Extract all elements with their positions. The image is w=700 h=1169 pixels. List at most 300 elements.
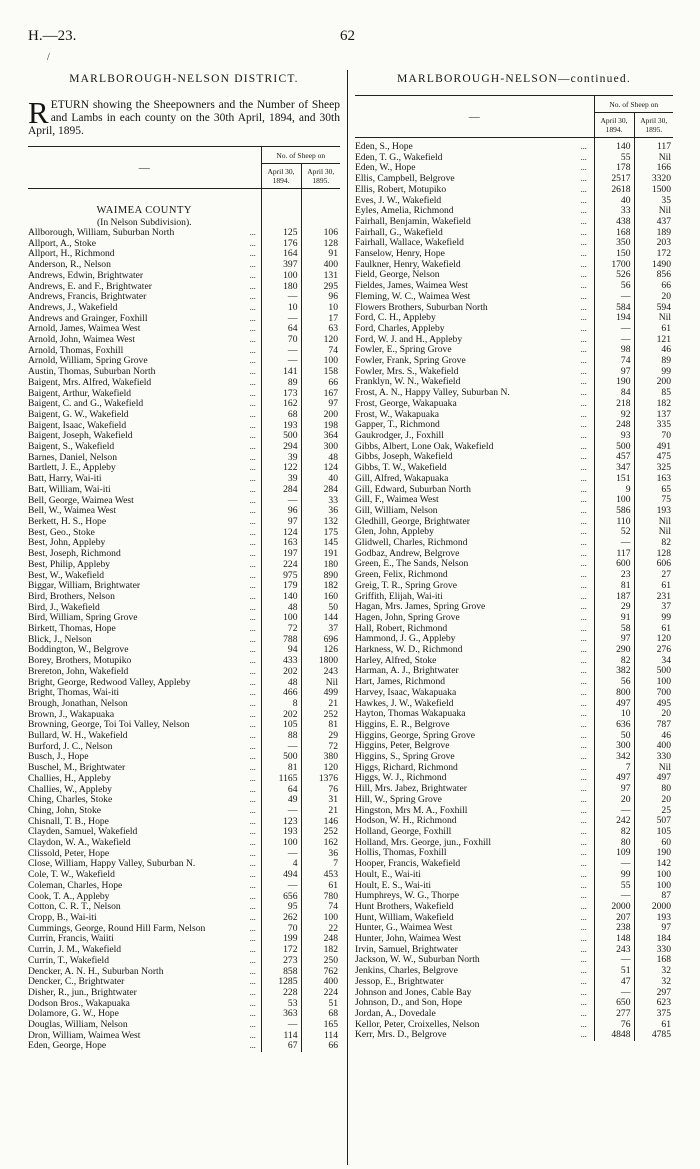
table-row [28,1009,340,1020]
owner-name: Close, William, Happy Valley, Suburban N. [28,859,196,870]
sheep-count-1894: 238 [594,923,634,934]
leader-dots: ... [249,859,256,869]
sheep-count-1895: 144 [301,613,340,624]
owner-name: Hagan, Mrs. James, Spring Grove [355,602,486,613]
leader-dots: ... [580,484,587,494]
sheep-count-1894: 23 [594,570,634,581]
sheep-count-1895: 106 [301,228,340,239]
table-row [28,292,340,303]
leader-dots: ... [249,335,256,345]
sheep-count-1894: 100 [261,613,301,624]
sheep-count-1895: 500 [634,666,673,677]
leader-dots: ... [249,966,256,976]
owner-name: Dencker, C., Brightwater [28,977,125,988]
leader-dots: ... [580,323,587,333]
owner-name: Irvin, Samuel, Brightwater [355,944,458,955]
date-header-1895: April 30, 1895. [634,113,673,138]
owner-name: Fanselow, Henry, Hope [355,249,445,260]
leader-dots: ... [249,709,256,719]
owner-name: Godbaz, Andrew, Belgrove [355,548,460,559]
leader-dots: ... [249,1009,256,1019]
district-title-continued: MARLBOROUGH-NELSON—continued. [397,73,631,85]
sheep-count-1894: 114 [261,1031,301,1042]
leader-dots: ... [249,934,256,944]
owner-name: Cropp, B., Wai-iti [28,913,97,923]
sheep-count-1894: 290 [594,645,634,656]
leader-dots: ... [580,687,587,697]
sheep-count-1895: 300 [301,442,340,453]
leader-dots: ... [580,398,587,408]
table-row [28,624,340,635]
owner-name: Gill, Alfred, Wakapuaka [355,473,449,484]
owner-name: Higgins, Peter, Belgrove [355,741,450,752]
owner-name: Field, George, Nelson [355,270,440,281]
table-row [28,817,340,828]
leader-dots: ... [580,270,587,280]
owner-name: Cook, T. A., Appleby [28,891,110,902]
owner-name: Gapper, T., Richmond [355,420,440,431]
owner-name: Faulkner, Henry, Wakefield [355,259,461,270]
sheep-count-1894: 48 [261,678,301,689]
sheep-count-1894: 262 [261,913,301,924]
owner-name: Eden, S., Hope [355,142,413,152]
sheep-count-1895: 7 [301,859,340,870]
sheep-count-1894: 2618 [594,185,634,196]
leader-dots: ... [249,549,256,559]
table-row [355,784,673,795]
sheep-count-1895: Nil [634,527,673,538]
leader-dots: ... [249,388,256,398]
sheep-count-1895: 61 [634,581,673,592]
leader-dots: ... [580,227,587,237]
owner-name: Bartlett, J. E., Appleby [28,463,116,474]
sheep-count-1894: 110 [594,517,634,528]
sheep-count-1894: 1285 [261,977,301,988]
sheep-count-1894: 1165 [261,774,301,785]
sheep-count-1894: 55 [594,881,634,892]
sheep-count-1894: 8 [261,699,301,710]
table-row [355,485,673,496]
date-header-1894: April 30, 1894. [594,113,634,138]
leader-dots: ... [580,912,587,922]
owner-name: Cole, T. W., Wakefield [28,870,115,881]
sheep-count-1895: 182 [634,399,673,410]
owner-name: Clayden, Samuel, Wakefield [28,827,138,838]
sheep-count-1895: 65 [634,485,673,496]
leader-dots: ... [580,816,587,826]
sheep-count-1895: 160 [301,592,340,603]
sheep-count-1894: 95 [261,902,301,913]
leader-dots: ... [249,1041,256,1051]
sheep-count-1895: 231 [634,592,673,603]
leader-dots: ... [580,281,587,291]
owner-name: Baigent, G. W., Wakefield [28,409,129,420]
owner-name: Jordan, A., Dovedale [355,1008,436,1019]
table-row [28,678,340,689]
sheep-count-1894: 284 [261,485,301,496]
sheep-count-1895: 2000 [634,902,673,913]
leader-dots: ... [580,527,587,537]
owner-name: Fleming, W. C., Waimea West [355,291,471,302]
sheep-count-1895: 182 [301,581,340,592]
sheep-count-1895: 497 [634,773,673,784]
sheep-count-1895: 475 [634,452,673,463]
sheep-count-1895: 189 [634,228,673,239]
sheep-count-1895: 400 [301,260,340,271]
owner-name: Eyles, Amelia, Richmond [355,206,454,217]
sheep-count-1894: 97 [594,784,634,795]
leader-dots: ... [249,645,256,655]
table-row [355,677,673,688]
sheep-count-1894: 273 [261,956,301,967]
owner-name: Fairhall, Benjamin, Wakefield [355,216,471,227]
sheep-count-1894: 89 [261,378,301,389]
sheep-count-1895: 74 [301,902,340,913]
leader-dots: ... [249,656,256,666]
sheep-count-1894: 67 [261,1041,301,1052]
table-row [355,238,673,249]
sheep-count-1895: 252 [301,827,340,838]
sheep-count-1895: Nil [634,517,673,528]
sheep-count-1894: 50 [594,731,634,742]
sheep-count-header: No. of Sheep on [594,96,673,113]
sheep-count-1894: 48 [261,603,301,614]
sheep-count-1895: 37 [301,624,340,635]
sheep-count-1895: 21 [301,806,340,817]
leader-dots: ... [249,784,256,794]
sheep-count-1895: 72 [301,742,340,753]
leader-dots: ... [249,827,256,837]
table-row [28,988,340,999]
sheep-count-1895: 114 [301,1031,340,1042]
leader-dots: ... [580,409,587,419]
owner-name: Hart, James, Richmond [355,677,446,688]
table-header [28,147,340,164]
table-row [355,452,673,463]
owner-name: Currin, J. M., Wakefield [28,945,122,956]
leader-dots: ... [249,698,256,708]
table-row [28,956,340,967]
sheep-count-1895: 594 [634,303,673,314]
sheep-count-1895: 193 [634,506,673,517]
table-row [28,431,340,442]
leader-dots: ... [249,431,256,441]
leader-dots: ... [580,677,587,687]
table-row [355,142,673,153]
leader-dots: ... [249,955,256,965]
table-row [28,731,340,742]
sheep-count-1895: 100 [634,677,673,688]
sheep-count-1894: 82 [594,827,634,838]
table-row [355,313,673,324]
sheep-count-1894: 224 [261,560,301,571]
table-row [355,228,673,239]
sheep-count-1894: 141 [261,367,301,378]
table-row [355,988,673,999]
owner-name: Ford, Charles, Appleby [355,323,445,334]
sheep-count-1894: 207 [594,913,634,924]
sheep-count-1894: 4848 [594,1030,634,1041]
owner-name: Gibbs, Albert, Lone Oak, Wakefield [355,441,494,452]
owner-name: Eden, W., Hope [355,163,416,174]
owner-name: Hall, Robert, Richmond [355,623,448,634]
owner-name: Higgins, S., Spring Grove [355,752,455,763]
sheep-count-1895: 168 [634,955,673,966]
sheep-count-1894: 228 [261,988,301,999]
leader-dots: ... [580,741,587,751]
table-row [355,206,673,217]
sheep-count-1895: 364 [301,431,340,442]
sheep-count-1894: 124 [261,528,301,539]
sheep-count-1894: 164 [261,249,301,260]
sheep-count-1894: 91 [594,613,634,624]
sheep-count-1894: 7 [594,763,634,774]
owner-name: Anderson, R., Nelson [28,260,111,271]
table-row [28,506,340,517]
sheep-count-1895: 131 [301,271,340,282]
leader-dots: ... [580,495,587,505]
owner-name: Baigent, Mrs. Alfred, Wakefield [28,377,152,388]
leader-dots: ... [249,731,256,741]
sheep-count-1894: 56 [594,281,634,292]
owner-name: Dodson Bros., Wakapuaka [28,998,130,1009]
table-row [28,603,340,614]
table-row [28,399,340,410]
owner-name: Glidwell, Charles, Richmond [355,538,468,549]
leader-dots: ... [249,1020,256,1030]
leader-dots: ... [249,634,256,644]
sheep-count-1895: 126 [301,645,340,656]
sheep-count-1894: 122 [261,463,301,474]
sheep-count-1895: 400 [301,977,340,988]
table-row [355,196,673,207]
owner-name: Greig, T. R., Spring Grove [355,580,457,591]
leader-dots: ... [249,238,256,248]
owner-name: Batt, Harry, Wai-iti [28,474,102,485]
table-row [28,688,340,699]
sheep-count-1894: 29 [594,602,634,613]
table-row [28,389,340,400]
sheep-count-1895: 20 [634,795,673,806]
table-row [355,902,673,913]
sheep-count-1895: 400 [634,741,673,752]
sheep-count-1895: 276 [634,645,673,656]
sheep-count-1894: — [594,324,634,335]
owner-name: Higgins, E. R., Belgrove [355,719,450,730]
table-row [28,592,340,603]
table-row [28,271,340,282]
sheep-count-1894: 1700 [594,260,634,271]
leader-dots: ... [249,420,256,430]
sheep-count-1895: 10 [301,303,340,314]
table-row [28,410,340,421]
table-row [28,752,340,763]
sheep-count-1895: 22 [301,924,340,935]
leader-dots: ... [580,184,587,194]
leader-dots: ... [249,367,256,377]
table-header [355,96,673,113]
sheep-count-1895: 380 [301,752,340,763]
leader-dots: ... [249,377,256,387]
leader-dots: ... [249,987,256,997]
table-row [28,870,340,881]
sheep-count-1894: 100 [594,495,634,506]
owner-name: Jessop, E., Brightwater [355,976,444,987]
leader-dots: ... [580,891,587,901]
owner-name: Best, Philip, Appleby [28,559,111,570]
table-row [355,549,673,560]
sheep-count-1895: 20 [634,709,673,720]
page-number: 62 [340,28,355,44]
leader-dots: ... [580,313,587,323]
table-row [355,624,673,635]
owner-name: Hagen, John, Spring Grove [355,612,460,623]
sheep-count-1895: 137 [634,410,673,421]
sheep-count-1895: Nil [634,313,673,324]
owner-name: Hingston, Mrs M. A., Foxhill [355,805,468,816]
sheep-count-1894: 218 [594,399,634,410]
sheep-count-1894: 500 [594,442,634,453]
sheep-count-1894: — [261,742,301,753]
leader-dots: ... [580,966,587,976]
table-row [28,421,340,432]
sheep-count-1894: 74 [594,356,634,367]
sheep-count-1895: 46 [634,345,673,356]
table-row [28,902,340,913]
table-row [355,292,673,303]
leader-dots: ... [249,923,256,933]
leader-dots: ... [580,934,587,944]
sheep-count-1894: 58 [594,624,634,635]
sheep-count-1894: 800 [594,688,634,699]
sheep-count-1895: 128 [634,549,673,560]
owner-name: Best, Joseph, Richmond [28,549,121,560]
sheep-count-1895: 37 [634,602,673,613]
leader-dots: ... [580,216,587,226]
leader-dots: ... [580,548,587,558]
sheep-count-1895: 80 [634,784,673,795]
sheep-count-1895: 453 [301,870,340,881]
leader-dots: ... [580,880,587,890]
leader-dots: ... [249,741,256,751]
table-row [28,517,340,528]
table-row [355,345,673,356]
table-row [355,827,673,838]
sheep-count-1895: 175 [301,528,340,539]
sheep-count-1894: 109 [594,848,634,859]
sheep-count-1894: — [594,806,634,817]
table-row [355,581,673,592]
table-row [355,1009,673,1020]
table-row [28,795,340,806]
sheep-count-1895: 295 [301,282,340,293]
sheep-count-1894: 294 [261,442,301,453]
date-header-1894: April 30, 1894. [261,164,301,189]
sheep-count-1894: 190 [594,377,634,388]
sheep-count-1895: 250 [301,956,340,967]
leader-dots: ... [249,409,256,419]
sheep-count-1895: 198 [301,421,340,432]
leader-dots: ... [580,827,587,836]
owner-name: Hooper, Francis, Wakefield [355,859,461,870]
owner-name: Baigent, C. and G., Wakefield [28,399,144,410]
table-row [355,977,673,988]
leader-dots: ... [580,987,587,997]
table-row [28,560,340,571]
owner-name: Eden, George, Hope [28,1041,107,1052]
leader-dots: ... [249,677,256,687]
sheep-count-1894: — [261,346,301,357]
table-row [355,870,673,881]
owner-name: Disher, R., jun., Brightwater [28,987,137,998]
table-row [355,324,673,335]
owner-name: Boddington, W., Belgrove [28,645,129,656]
sheep-count-1894: — [594,891,634,902]
owner-name: Bell, George, Waimea West [28,495,134,506]
owner-name: Eves, J. W., Wakefield [355,195,442,206]
sheep-count-1894: 81 [261,763,301,774]
sheep-count-1894: 20 [594,795,634,806]
sheep-count-1895: 89 [634,356,673,367]
sheep-count-1894: 650 [594,998,634,1009]
leader-dots: ... [580,334,587,344]
table-row [28,367,340,378]
sheep-count-1895: 60 [634,838,673,849]
owner-name: Douglas, William, Nelson [28,1020,128,1031]
sheep-count-1895: 46 [634,731,673,742]
sheep-count-1894: 497 [594,699,634,710]
owner-name: Busch, J., Hope [28,752,89,763]
sheep-count-1895: Nil [634,153,673,164]
owner-name: Batt, William, Wai-iti [28,484,111,495]
table-row [28,849,340,860]
leader-dots: ... [249,527,256,537]
sheep-count-1895: 297 [634,988,673,999]
owner-name: Birkett, Thomas, Hope [28,624,116,635]
sheep-count-1895: 32 [634,977,673,988]
leader-dots: ... [580,645,587,655]
leader-dots: ... [580,944,587,954]
leader-dots: ... [580,848,587,858]
sheep-count-1895: 252 [301,710,340,721]
owner-name: Eden, T. G., Wakefield [355,152,443,163]
table-row [28,303,340,314]
sheep-count-1894: 40 [594,196,634,207]
table-row [28,838,340,849]
table-row [355,966,673,977]
leader-dots: ... [249,516,256,526]
sheep-count-1895: 50 [301,603,340,614]
sheep-count-1894: 363 [261,1009,301,1020]
leader-dots: ... [249,452,256,462]
sheep-count-1894: 457 [594,452,634,463]
leader-dots: ... [580,762,587,772]
sheep-count-1894: 975 [261,571,301,582]
district-title: MARLBOROUGH-NELSON DISTRICT. [69,73,299,85]
table-row [28,934,340,945]
owner-name: Hollis, Thomas, Foxhill [355,848,447,859]
sheep-count-1894: 179 [261,581,301,592]
table-row [28,228,340,239]
sheep-count-1894: 178 [594,163,634,174]
sheep-count-1894: 125 [261,228,301,239]
sheep-count-1894: 97 [261,517,301,528]
owner-name: Dolamore, G. W., Hope [28,1009,119,1020]
table-row [355,388,673,399]
owner-name: Hoult, E. S., Wai-iti [355,880,432,891]
sheep-count-1894: 438 [594,217,634,228]
owner-name: Coleman, Charles, Hope [28,880,123,891]
